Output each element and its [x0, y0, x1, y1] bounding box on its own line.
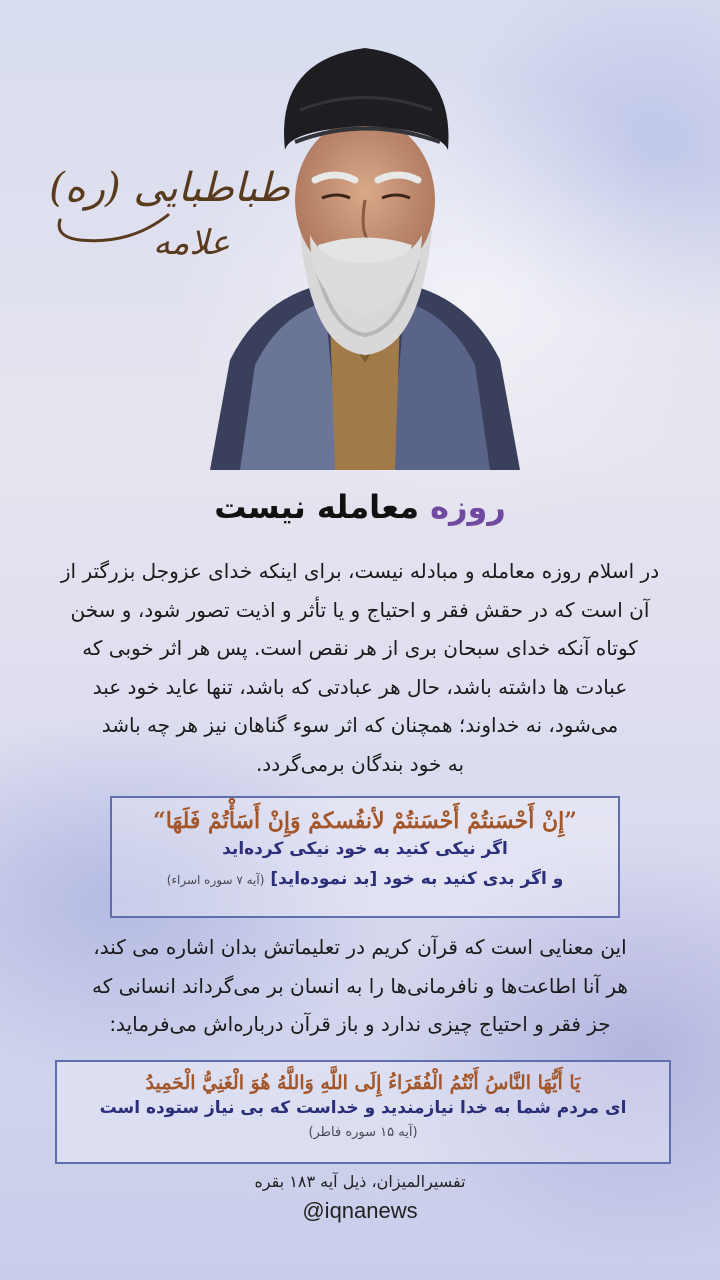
paragraph-line: عبادت ها داشته باشد، حال هر عبادتی که باشد، تنها عاید خود عبد [92, 674, 628, 699]
paragraph-line: به خود بندگان برمی‌گردد. [255, 751, 465, 776]
page-title [0, 488, 720, 526]
quote-translation-line [112, 864, 618, 895]
calligraphy-name: طباطبایی (ره) [49, 165, 290, 211]
title-rest: معامله نیست [214, 488, 420, 526]
quote-box-isra [110, 796, 620, 918]
social-handle: @iqnanews [302, 1198, 418, 1223]
paragraph-explanation [40, 928, 680, 1044]
quote-reference: (آیه ۱۵ سوره فاطر) [308, 1125, 418, 1140]
quote-reference: (آیه ۷ سوره اسراء) [166, 873, 265, 887]
paragraph-line: در اسلام روزه معامله و مبادله نیست، برای اینکه خدای عزوجل بزرگتر از [60, 559, 660, 583]
paragraph-line: کوتاه آنکه خدای سبحان بری از هر نقص است. پس هر اثر خوبی که [82, 636, 638, 660]
title-accent: روزه [430, 488, 506, 526]
paragraph-intro [40, 552, 680, 783]
source-citation: تفسیرالمیزان، ذیل آیه ۱۸۳ بقره [254, 1172, 466, 1191]
paragraph-line: می‌شود، نه خداوند؛ همچنان که اثر سوء گناهان نیز هر چه باشد [101, 713, 619, 737]
quote-arabic: ”إِنْ أَحْسَنتُمْ أَحْسَنتُمْ لأنفُسکمْ وَإِنْ أَسَأْتُمْ فَلَهَا“ [153, 808, 577, 834]
calligraphy-title: علامه [152, 223, 230, 263]
calligraphy-signature [50, 165, 290, 285]
paragraph-line: این معنایی است که قرآن کریم در تعلیماتش بدان اشاره می کند، [93, 935, 627, 959]
paragraph-line: هر آنا اطاعت‌ها و نافرمانی‌ها را به انسان بر می‌گرداند انسانی که [92, 973, 628, 998]
quote-translation: ای مردم شما به خدا نیازمندید و خداست که بی نیاز ستوده است [99, 1098, 627, 1118]
quote-translation-text: و اگر بدی کنید به خود [بد نموده‌اید] [270, 869, 564, 889]
quote-arabic: يَا أَيُّهَا النَّاسُ أَنْتُمُ الْفُقَرَاءُ إِلَى اللَّهِ وَاللَّهُ هُوَ الْغَنِيُّ الْحَمِيدُ [145, 1072, 581, 1094]
paragraph-line: جز فقر و احتیاج چیزی ندارد و باز قرآن درباره‌اش می‌فرماید: [109, 1012, 611, 1036]
paragraph-line: آن است که در حقش فقر و احتیاج و یا تأثر و اذیت تصور شود، و سخن [70, 597, 650, 622]
quote-box-fatir [55, 1060, 671, 1164]
quote-translation-line: اگر نیکی کنید به خود نیکی کرده‌اید [222, 839, 508, 859]
